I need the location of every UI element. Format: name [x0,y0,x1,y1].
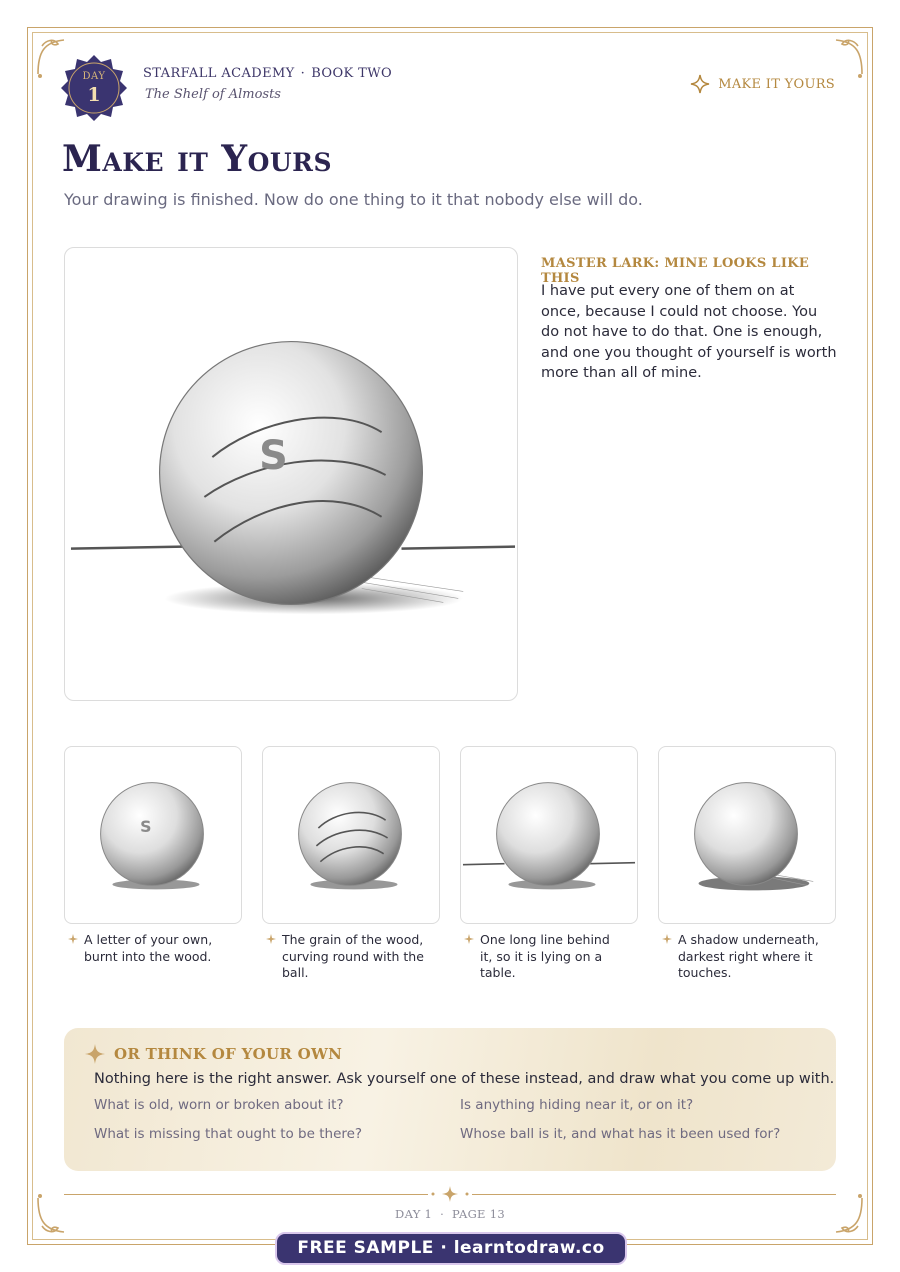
ball-with-letter-illustration [65,747,241,923]
prompt-question: What is old, worn or broken about it? [94,1097,344,1113]
sparkle-icon [662,934,672,944]
ball-with-shadow-illustration [659,747,835,923]
prompt-question: What is missing that ought to be there? [94,1126,363,1142]
ball-on-table-illustration [461,747,637,923]
free-sample-banner[interactable]: FREE SAMPLE · learntodraw.co [275,1232,627,1265]
badge-day-number: 1 [87,84,101,106]
option-caption [264,932,424,982]
option-caption-text: One long line behind it, so it is lying on a table. [480,932,610,980]
option-thumbnail-table-line [460,746,638,924]
badge-day-label: DAY [82,71,106,82]
sparkle-icon [464,934,474,944]
footer-divider [64,1194,428,1195]
separator-dot: · [300,66,306,81]
think-heading-label: OR THINK OF YOUR OWN [114,1045,343,1063]
page-title: Make it Yours [62,138,333,180]
footer-day: DAY 1 [395,1207,433,1221]
four-point-star-icon [690,74,710,94]
prompt-question: Whose ball is it, and what has it been used for? [460,1126,781,1142]
page-subtitle: Your drawing is finished. Now do one thing to it that nobody else will do. [64,190,643,209]
think-heading [84,1043,342,1065]
separator-dot: · [436,1207,449,1221]
section-tag-label: MAKE IT YOURS [718,76,835,92]
series-name: STARFALL ACADEMY [143,66,295,81]
burnt-letter: S [140,817,152,837]
page-footer [0,1207,900,1221]
sparkle-icon [266,934,276,944]
footer-page: PAGE 13 [451,1207,505,1221]
option-caption-text: A shadow underneath, darkest right where it touches. [678,932,819,980]
ball-with-grain-illustration [263,747,439,923]
think-intro: Nothing here is the right answer. Ask yourself one of these instead, and draw what you come up with. [94,1071,835,1087]
option-caption-text: A letter of your own, burnt into the wood. [84,932,213,964]
sparkle-icon [84,1043,106,1065]
option-caption [660,932,820,982]
sparkle-icon [428,1185,472,1203]
sparkle-icon [68,934,78,944]
series-line [143,66,392,81]
prompt-question: Is anything hiding near it, or on it? [460,1097,694,1113]
option-caption-text: The grain of the wood, curving round with the ball. [282,932,424,980]
option-thumbnail-grain [262,746,440,924]
option-caption [66,932,226,965]
book-title: The Shelf of Almosts [145,87,281,102]
day-badge [60,54,128,122]
option-thumbnail-shadow [658,746,836,924]
book-label: BOOK TWO [311,66,393,81]
sketched-ball-illustration [65,248,517,700]
option-thumbnail-letter [64,746,242,924]
master-lark-text: I have put every one of them on at once, because I could not choose. You do not have to do that. One is enough, and one you thought of yourself is worth more than all of mine. [541,283,837,381]
option-caption [462,932,622,982]
footer-divider [472,1194,836,1195]
burnt-letter: S [259,433,288,480]
section-tag [690,74,835,94]
master-lark-heading: MASTER LARK: MINE LOOKS LIKE THIS [541,256,810,286]
main-drawing-card [64,247,518,701]
think-of-your-own-panel [64,1028,836,1171]
